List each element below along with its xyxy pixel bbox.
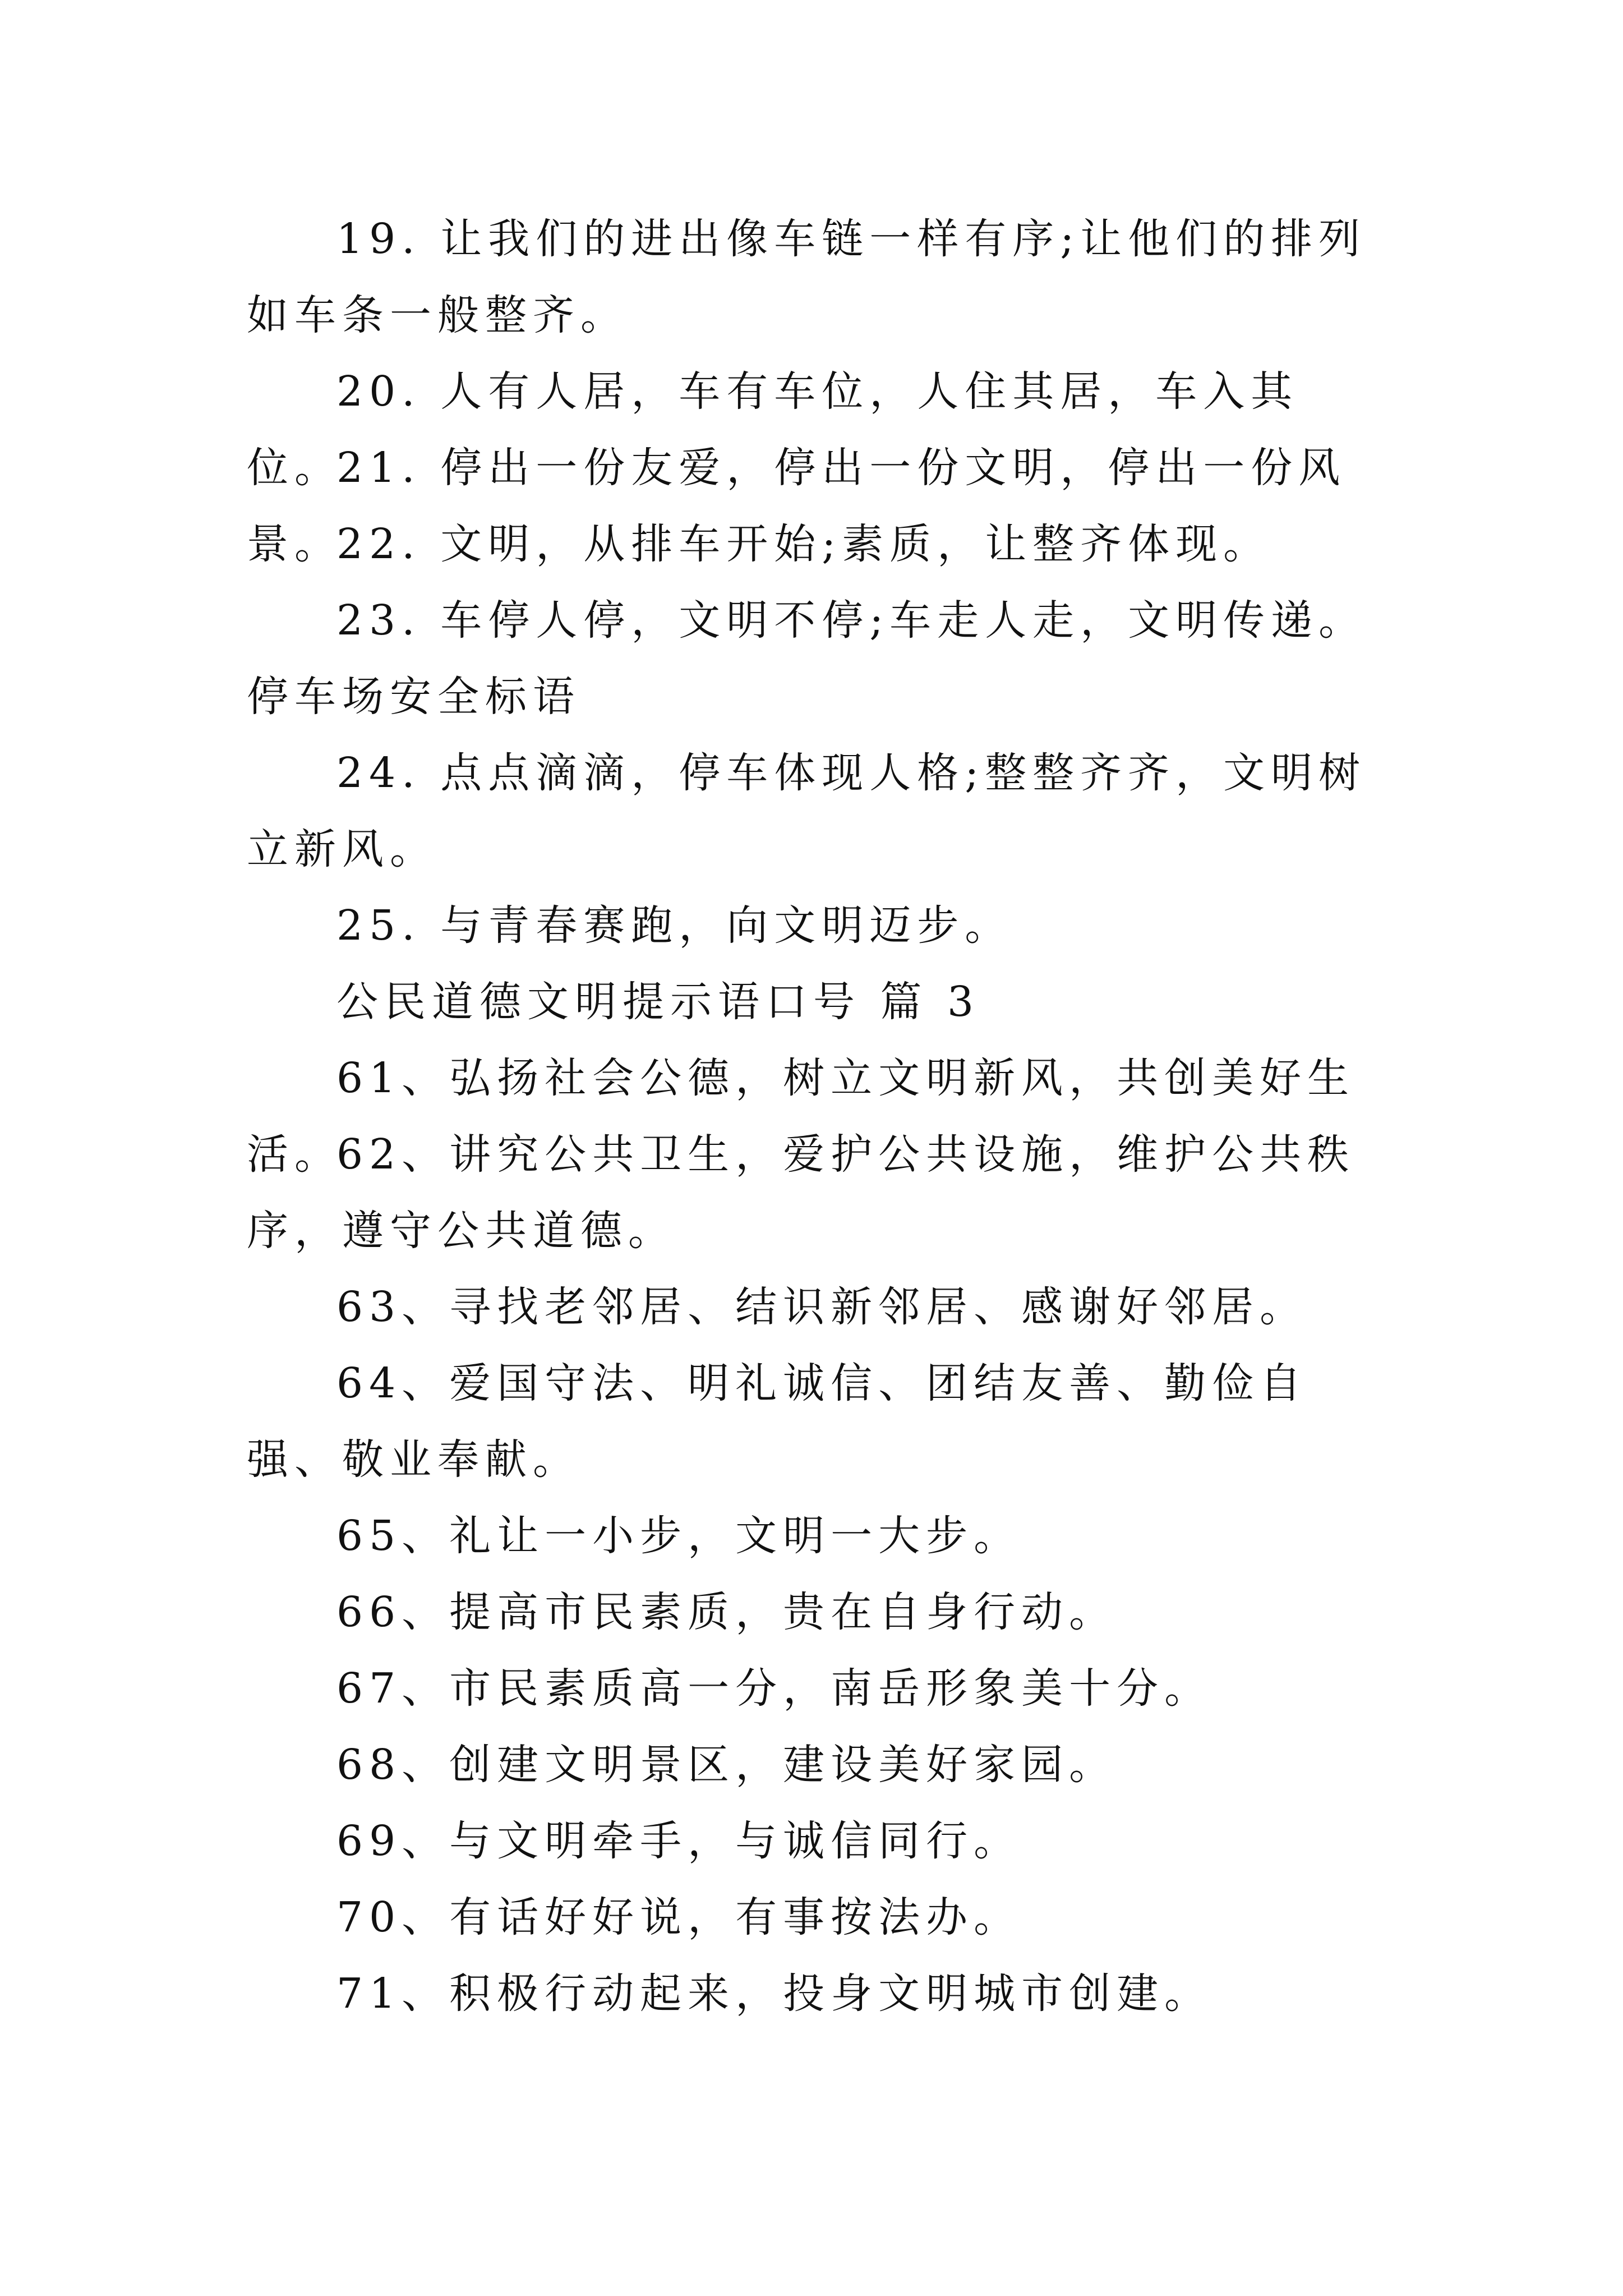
paragraph-66: 66、提高市民素质，贵在自身行动。 <box>336 1588 1117 1636</box>
paragraph-70: 70、有话好好说，有事按法办。 <box>336 1893 1022 1941</box>
paragraph-67: 67、市民素质高一分，南岳形象美十分。 <box>336 1664 1212 1713</box>
paragraph-24: 24. 点点滴滴，停车体现人格;整整齐齐，文明树立新风。 <box>247 749 1367 873</box>
paragraph-25: 25. 与青春赛跑，向文明迈步。 <box>336 901 1013 950</box>
section-heading: 公民道德文明提示语口号 篇 3 <box>336 978 980 1026</box>
paragraph-64: 64、爱国守法、明礼诚信、团结友善、勤俭自强、敬业奉献。 <box>247 1359 1308 1484</box>
paragraph-61: 61、弘扬社会公德，树立文明新风，共创美好生活。 <box>247 1054 1355 1179</box>
paragraph-69: 69、与文明牵手，与诚信同行。 <box>336 1817 1022 1865</box>
paragraph-62: 62、讲究公共卫生，爱护公共设施，维护公共秩序，遵守公共道德。 <box>247 1130 1355 1255</box>
paragraph-68: 68、创建文明景区，建设美好家园。 <box>336 1741 1117 1789</box>
paragraph-63: 63、寻找老邻居、结识新邻居、感谢好邻居。 <box>336 1283 1308 1331</box>
paragraph-23: 23. 车停人停，文明不停;车走人走，文明传递。停车场安全标语 <box>247 596 1367 721</box>
paragraph-71: 71、积极行动起来，投身文明城市创建。 <box>336 1970 1212 2018</box>
paragraph-20: 20. 人有人居，车有车位，人住其居，车入其位。 <box>247 367 1299 492</box>
paragraph-65: 65、礼让一小步，文明一大步。 <box>336 1512 1022 1560</box>
paragraph-19: 19. 让我们的进出像车链一样有序;让他们的排列如车条一般整齐。 <box>247 215 1367 339</box>
paragraph-22: 22. 文明，从排车开始;素质，让整齐体现。 <box>336 520 1271 568</box>
paragraph-21: 21. 停出一份友爱，停出一份文明，停出一份风景。 <box>247 444 1347 568</box>
